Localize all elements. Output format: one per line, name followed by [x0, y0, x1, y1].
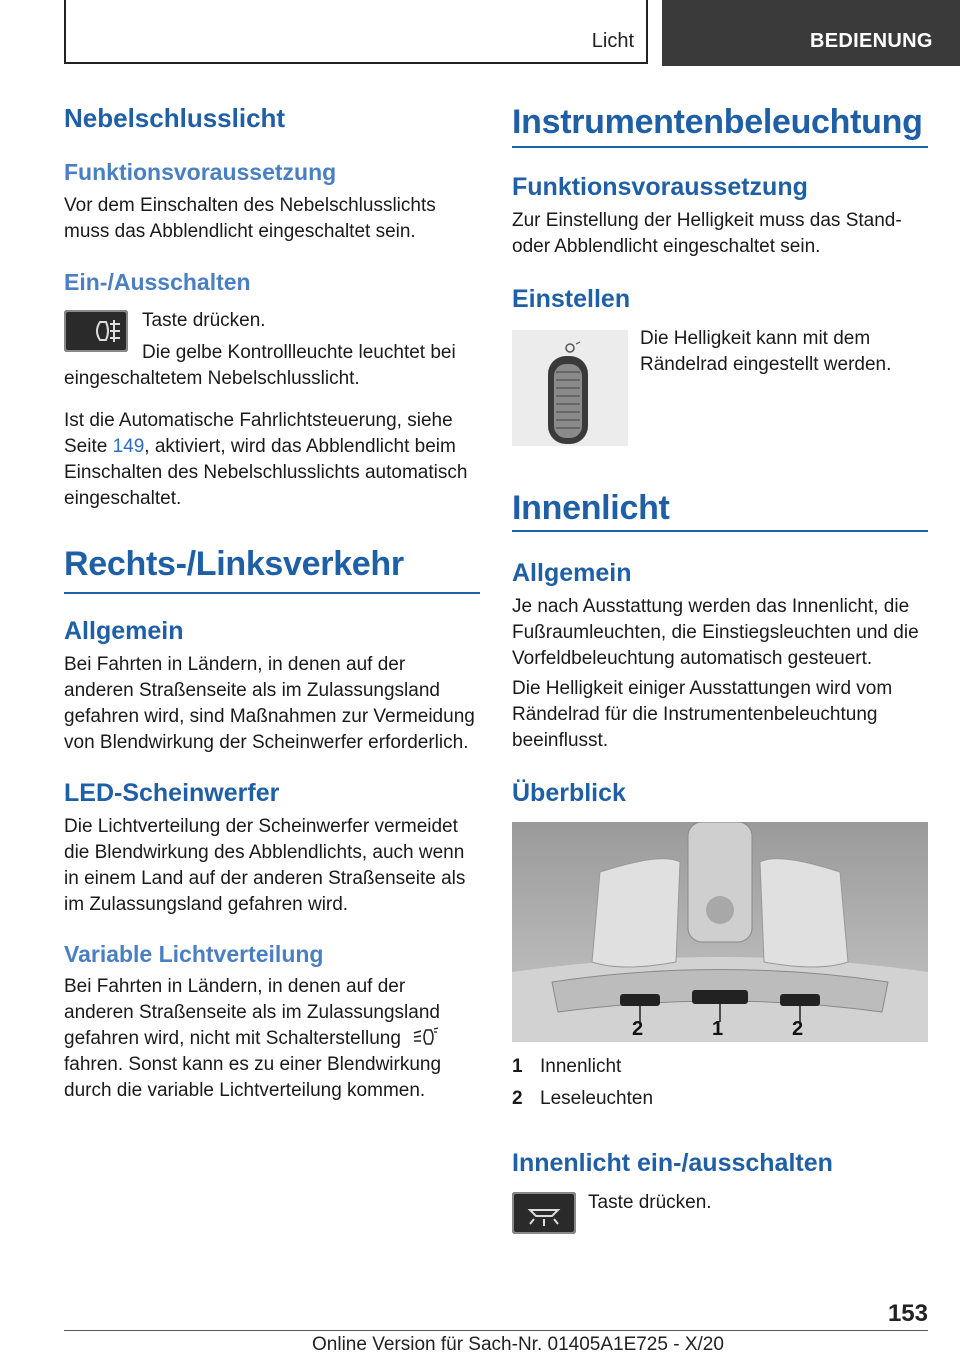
- led-title: LED-Scheinwerfer: [64, 779, 280, 807]
- header-chapter: BEDIENUNG: [662, 0, 960, 66]
- funk-title-right: Funktionsvoraussetzung: [512, 173, 808, 201]
- allg-text2-right: Die Helligkeit einiger Ausstattungen wird vom Rändelrad für die Instrumentenbeleuchtung beeinflusst.: [512, 678, 893, 751]
- nebel-title: Nebelschlusslicht: [64, 103, 286, 133]
- einst-text: Die Helligkeit kann mit dem Rändelrad eingestellt werden.: [640, 328, 892, 375]
- rl-title: Rechts-/Linksverkehr: [64, 545, 404, 583]
- led-text: Die Lichtverteilung der Scheinwerfer vermeidet die Blendwirkung des Abblendlichts, auch wenn in einem Land auf der anderen Straßenseite als im Zulassungsland gefahren wird.: [64, 816, 466, 915]
- rl-title-rule: [64, 592, 480, 594]
- innen-ein-text: Taste drücken.: [588, 1192, 712, 1213]
- allg-text1-right: Je nach Ausstattung werden das Innenlicht, die Fußraumleuchten, die Einstiegsleuchten und die Vorfeldbeleuchtung automatisch gesteuert.: [512, 596, 919, 669]
- innen-title: Innenlicht: [512, 489, 670, 527]
- headlight-switch-icon: [406, 1027, 446, 1047]
- innen-ein-title: Innenlicht ein-/ausschalten: [512, 1149, 833, 1177]
- einst-title: Einstellen: [512, 285, 631, 313]
- instr-title: Instrumentenbeleuchtung: [512, 103, 923, 141]
- legend-num-2: 2: [512, 1088, 523, 1109]
- fog-light-button-icon: [64, 310, 128, 352]
- funk-title-left: Funktionsvoraussetzung: [64, 159, 337, 185]
- instr-title-rule: [512, 146, 928, 148]
- allg-title-left: Allgemein: [64, 617, 184, 645]
- var-title: Variable Lichtverteilung: [64, 941, 324, 967]
- header-section: Licht: [591, 30, 634, 52]
- interior-light-button-icon: [512, 1192, 576, 1234]
- footer-online-version: Online Version für Sach-Nr. 01405A1E725 - X/20: [312, 1334, 724, 1355]
- photo-label-right: 2: [792, 1018, 804, 1040]
- funk-text-left: Vor dem Einschalten des Nebelschlusslichts muss das Abblendlicht eingeschaltet sein.: [64, 195, 436, 242]
- ein-step2a: Die gelbe Kontrollleuchte leuchtet bei: [142, 342, 456, 363]
- knurled-wheel-image: [512, 330, 628, 446]
- page-number: 153: [887, 1300, 928, 1327]
- legend-num-1: 1: [512, 1056, 523, 1077]
- photo-label-left: 2: [632, 1018, 644, 1040]
- auto-text: Ist die Automatische Fahrlichtsteuerung, siehe Seite 149, aktiviert, wird das Abblendlicht beim Einschalten des Nebelschlusslichts automatisch eingeschaltet.: [64, 410, 468, 509]
- header-box: [64, 0, 648, 64]
- legend-label-1: Innenlicht: [540, 1056, 622, 1077]
- innen-title-rule: [512, 530, 928, 532]
- var-text: Bei Fahrten in Ländern, in denen auf der anderen Straßenseite als im Zulassungsland gefahren wird, nicht mit Schalterstellung fahren. Sonst kann es zu einer Blendwirkung durch die variable Lichtverteilung kommen.: [64, 974, 480, 1104]
- footer-rule: [64, 1330, 928, 1331]
- interior-light-photo: [512, 822, 928, 1042]
- ein-step2b: eingeschaltetem Nebelschlusslicht.: [64, 368, 360, 389]
- allg-title-right: Allgemein: [512, 559, 632, 587]
- page-link-149[interactable]: 149: [112, 436, 145, 457]
- legend-label-2: Leseleuchten: [540, 1088, 654, 1109]
- allg-text-left: Bei Fahrten in Ländern, in denen auf der anderen Straßenseite als im Zulassungsland gefahren wird, sind Maßnahmen zur Vermeidung von Blendwirkung der Scheinwerfer erforderlich.: [64, 654, 475, 753]
- ueber-title: Überblick: [512, 779, 626, 807]
- funk-text-right: Zur Einstellung der Helligkeit muss das Stand- oder Abblendlicht eingeschaltet sein.: [512, 210, 902, 257]
- ein-step1: Taste drücken.: [142, 310, 266, 331]
- photo-label-center: 1: [712, 1018, 724, 1040]
- ein-title: Ein-/Ausschalten: [64, 269, 251, 295]
